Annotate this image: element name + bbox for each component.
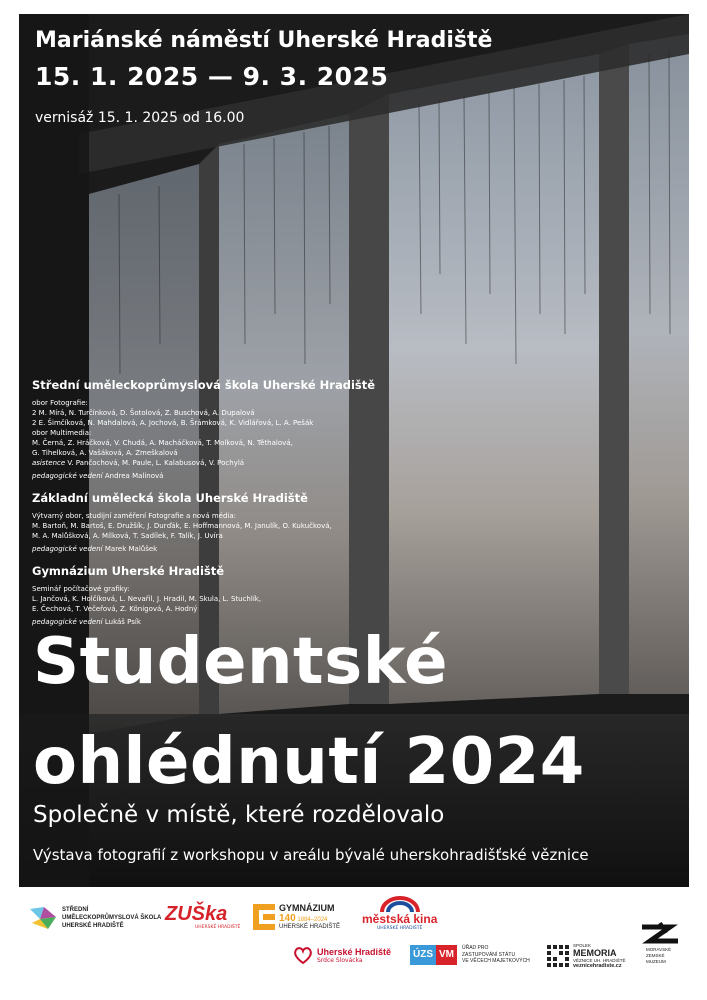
- vernissage: vernisáž 15. 1. 2025 od 16.00: [35, 110, 245, 126]
- uzsvm-logo: [410, 945, 530, 965]
- uzsvm-line3: VE VĚCECH MAJETKOVÝCH: [462, 958, 530, 965]
- ped-name: Lukáš Psík: [104, 618, 141, 626]
- uzsvm-line2: ZASTUPOVÁNÍ STÁTU: [462, 951, 516, 958]
- pedagog: [32, 471, 412, 481]
- memoria-small: SPOLEK: [573, 943, 592, 948]
- credit-line: obor Fotografie:: [32, 399, 88, 407]
- uzsvm-abbr: ÚZS: [410, 945, 436, 965]
- uzsvm-abbr2: VM: [436, 945, 457, 965]
- zuska-logo: [165, 903, 240, 930]
- mzm-mark-icon: [640, 921, 680, 947]
- memoria-web: veznicehradiste.cz: [573, 963, 622, 969]
- mzm-line3: MUZEUM: [646, 959, 666, 964]
- ped-label: pedagogické vedení: [32, 545, 103, 553]
- gymnazium-mark-icon: [253, 904, 275, 930]
- uzsvm-line1: ÚŘAD PRO: [462, 945, 489, 952]
- gym-years: 1884–2024: [297, 917, 328, 923]
- heart-icon: [293, 945, 313, 965]
- mestska-kina-logo: [362, 895, 437, 931]
- credits: [32, 378, 412, 637]
- credit-line: obor Multimedia:: [32, 429, 92, 437]
- credit-line: M. Bartoň, M. Bartoš, E. Družšík, J. Durďák, E. Hoffmannová, M. Janulík, O. Kukučková,: [32, 522, 332, 530]
- partner-logos: [0, 887, 707, 1000]
- credits-sups: [32, 378, 412, 481]
- poster: [19, 14, 689, 887]
- ped-label: pedagogické vedení: [32, 472, 103, 480]
- school-name: Gymnázium Uherské Hradiště: [32, 564, 225, 578]
- ped-name: Marek Malůšek: [104, 545, 158, 553]
- sups-line2: UMĚLECKOPRŮMYSLOVÁ ŠKOLA: [62, 915, 162, 921]
- credit-line: Seminář počítačové grafiky:: [32, 585, 130, 593]
- credits-gym: [32, 564, 412, 627]
- credit-line: M. Černá, Z. Hráčková, V. Chudá, A. Macháčková, T. Molková, N. Těthalová,: [32, 439, 293, 447]
- venue: Mariánské náměstí Uherské Hradiště: [35, 28, 493, 53]
- kina-arc-icon: [378, 895, 422, 913]
- zuska-name: ZUŠka: [165, 903, 228, 925]
- sups-logo: [28, 905, 161, 931]
- pedagog: [32, 544, 412, 554]
- gymnazium-logo: [253, 903, 340, 930]
- memoria-logo: [547, 943, 626, 969]
- kina-name: městská kina: [362, 912, 438, 926]
- mesto-tagline: Srdce Slovácka: [317, 956, 363, 964]
- exhibition-subtitle: Společně v místě, které rozdělovalo: [33, 802, 445, 828]
- school-name: Střední uměleckoprůmyslová škola Uherské Hradiště: [32, 378, 376, 392]
- ped-label: pedagogické vedení: [32, 618, 103, 626]
- gym-name: GYMNÁZIUM: [279, 903, 335, 913]
- exhibition-title-line1: Studentské: [33, 625, 448, 699]
- kina-city: UHERSKÉ HRADIŠTĚ: [377, 926, 423, 931]
- credit-line: 2 E. Šimčíková, N. Mahdalová, A. Jochová, B. Šrámková, K. Vidlářová, L. A. Pešák: [32, 419, 314, 427]
- mzm-logo: [640, 921, 680, 965]
- gym-city: UHERSKÉ HRADIŠTĚ: [279, 924, 341, 930]
- sups-mark-icon: [28, 905, 58, 931]
- credit-line: 2 M. Mírá, N. Turčínková, D. Šotolová, Z. Buschová, A. Dupalová: [32, 409, 255, 417]
- credit-line: E. Čechová, T. Večeřová, Z. Königová, A. Hodný: [32, 605, 198, 613]
- ped-name: Andrea Malinová: [104, 472, 164, 480]
- mzm-line1: MORAVSKÉ: [646, 947, 672, 952]
- credit-line: L. Jančová, K. Holčíková, L. Nevařil, J. Hradil, M. Skula, L. Stuchlík,: [32, 595, 262, 603]
- credit-line: Výtvarný obor, studijní zaměření Fotografie a nová média:: [32, 512, 237, 520]
- exhibition-description: Výstava fotografií z workshopu v areálu bývalé uherskohradišťské věznice: [33, 846, 589, 864]
- school-name: Základní umělecká škola Uherské Hradiště: [32, 491, 308, 505]
- sups-line1: STŘEDNÍ: [62, 907, 89, 913]
- zuska-sub: UHERSKÉ HRADIŠTĚ: [195, 925, 241, 930]
- assist-label: asistence: [32, 459, 66, 467]
- mzm-line2: ZEMSKÉ: [646, 953, 665, 958]
- credit-line: G. Tihelková, A. Vašáková, A. Zmeškalová: [32, 449, 178, 457]
- memoria-city: VĚZNICE UH. HRADIŠTĚ: [573, 958, 626, 963]
- exhibition-dates: 15. 1. 2025 — 9. 3. 2025: [35, 62, 389, 91]
- gym-number: 140: [279, 913, 296, 924]
- credit-line: M. A. Malůšková, A. Mílková, T. Sadílek, F. Talík, J. Uvíra: [32, 532, 223, 540]
- assist-names: V. Pančochová, M. Paule, L. Kalabusová, V. Pochylá: [67, 459, 245, 467]
- mesto-name: Uherské Hradiště: [317, 946, 392, 957]
- memoria-name: MEMORIA: [573, 948, 617, 958]
- memoria-grid-icon: [547, 945, 569, 967]
- mesto-logo: [293, 945, 391, 965]
- sups-line3: UHERSKÉ HRADIŠTĚ: [62, 923, 124, 929]
- exhibition-title-line2: ohlédnutí 2024: [33, 725, 585, 799]
- credits-zus: [32, 491, 412, 554]
- credit-line: [32, 458, 412, 468]
